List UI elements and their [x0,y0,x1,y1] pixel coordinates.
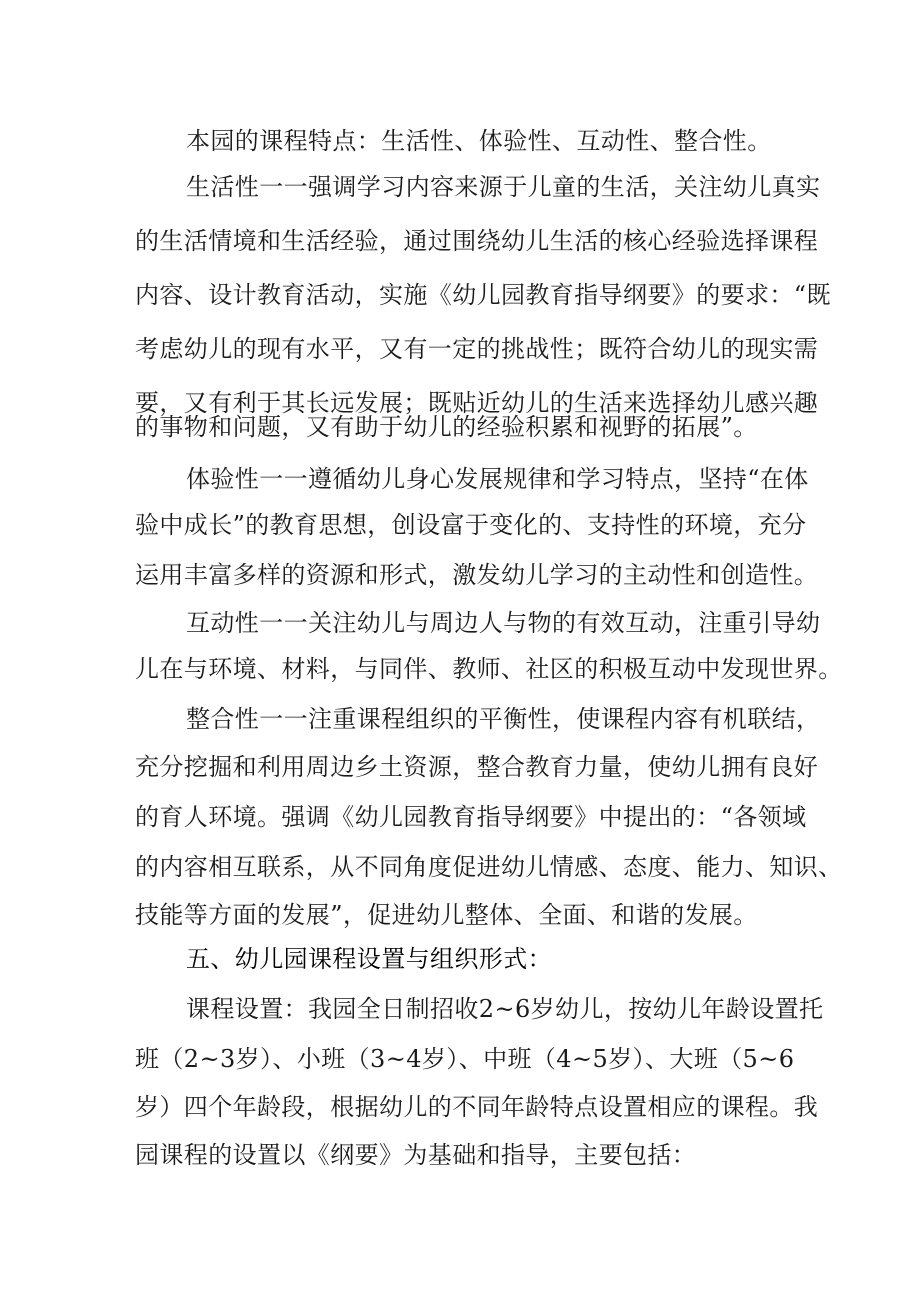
paragraph-line: 本园的课程特点：生活性、体验性、互动性、整合性。 [186,127,772,155]
paragraph-line: 内容、设计教育活动，实施《幼儿园教育指导纲要》的要求：“既 [135,281,831,309]
paragraph-line: 儿在与环境、材料，与同伴、教师、社区的积极互动中发现世界。 [135,655,843,683]
section-heading: 五、幼儿园课程设置与组织形式： [186,945,552,973]
paragraph-line: 的内容相互联系，从不同角度促进幼儿情感、态度、能力、知识、 [135,853,843,881]
paragraph-line: 考虑幼儿的现有水平，又有一定的挑战性；既符合幼儿的现实需 [135,335,819,363]
paragraph-line: 班（2~3岁）、小班（3~4岁）、中班（4~5岁）、大班（5~6 [135,1045,795,1073]
paragraph-line: 充分挖掘和利用周边乡土资源，整合教育力量，使幼儿拥有良好 [135,753,819,781]
paragraph-line: 互动性一一关注幼儿与周边人与物的有效互动，注重引导幼 [186,609,821,637]
paragraph-line: 验中成长”的教育思想，创设富于变化的、支持性的环境，充分 [135,511,807,539]
paragraph-line: 运用丰富多样的资源和形式，激发幼儿学习的主动性和创造性。 [135,561,819,589]
paragraph-line: 生活性一一强调学习内容来源于儿童的生活，关注幼儿真实 [186,173,821,201]
paragraph-line: 体验性一一遵循幼儿身心发展规律和学习特点，坚持“在体 [186,465,809,493]
paragraph-line: 的生活情境和生活经验，通过围绕幼儿生活的核心经验选择课程 [135,227,819,255]
paragraph-line: 的育人环境。强调《幼儿园教育指导纲要》中提出的：“各领域 [135,803,807,831]
paragraph-line: 课程设置：我园全日制招收2~6岁幼儿，按幼儿年龄设置托 [186,995,824,1023]
paragraph-line: 技能等方面的发展”，促进幼儿整体、全面、和谐的发展。 [135,901,758,929]
paragraph-line: 要，又有利于其长远发展；既贴近幼儿的生活来选择幼儿感兴趣 [135,389,819,417]
paragraph-line: 岁）四个年龄段，根据幼儿的不同年龄特点设置相应的课程。我 [135,1093,819,1121]
paragraph-line: 园课程的设置以《纲要》为基础和指导，主要包括： [135,1141,697,1169]
paragraph-line: 整合性一一注重课程组织的平衡性，使课程内容有机联结， [186,705,821,733]
paragraph-line: 的事物和问题，又有助于幼儿的经验积累和视野的拓展”。 [135,413,758,441]
